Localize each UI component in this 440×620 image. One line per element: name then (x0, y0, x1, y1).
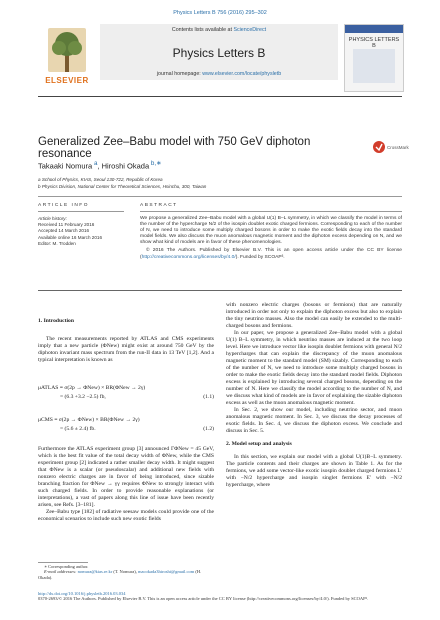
abstract-rule (140, 211, 402, 212)
eq1-line-b (60, 394, 214, 400)
journal-cover (344, 24, 404, 92)
masthead-divider (38, 96, 402, 97)
author-1-affil[interactable]: a (92, 160, 98, 167)
frontmatter-divider (38, 290, 402, 291)
copyright-text: © 2016 The Authors. Published by Elsevier B.V. This is an open access article under the CC BY license ( (140, 248, 402, 260)
elsevier-logo (38, 24, 96, 90)
affiliation-b: b Physics Division, National Center for Theoretical Sciences, Hsinchu, 300, Taiwan (38, 184, 207, 189)
article-title: Generalized Zee–Babu model with 750 GeV diphoton resonance (38, 136, 311, 160)
section-1-heading: 1. Introduction (38, 318, 74, 324)
page-footer (38, 591, 402, 602)
author-1: Takaaki Nomura (38, 161, 93, 171)
intro-paragraph-1: The recent measurements reported by ATLAS and CMS experiments imply that a new particle (ΦNew) might exist at around 750 GeV by the diphoton invariant mass spectrum from the run-II data in 13 TeV [1,2]. And a typical interpretation is known as (38, 336, 214, 363)
doi-link[interactable]: http://dx.doi.org/10.1016/j.physletb.2016.03.034 (38, 591, 126, 596)
footnote-emails (38, 569, 214, 580)
tree-icon (48, 28, 86, 72)
history-online: Available online 16 March 2016 (38, 234, 103, 240)
contents-prefix: Contents lists available at (171, 27, 232, 33)
equation-1-2 (38, 417, 214, 432)
eq2-value: = (5.6 ± 2.4) fb. (60, 426, 96, 432)
crossmark-button[interactable] (372, 140, 409, 154)
eq2-line-a: μCMS ≡ σ(2p → ΦNew) × BR(ΦNew → 2γ) (38, 417, 140, 423)
right-paragraph-4: In this section, we explain our model with a global U(1)B−L symmetry. The particle contents and their charges are shown in Table 1. As for the fermions, we add some vector-like exotic isospin doublet charged fermions L′ with −N/2 hypercharge and isospin singlet fermions E′ with −N/2 hypercharge, where (226, 454, 402, 488)
abstract-text: We propose a generalized Zee–Babu model with a global U(1) B–L symmetry, in which we classify the model in terms of the number of the hypercharge N/2 of the isospin doublet exotic charged fermions. Corresponding to each of the number of N, we need to introduce some multiply charged bosons in order to make the exotic fields decay into the standard model fields. We also discuss the muon anomalous magnetic moment and the diphoton excess depending on N, and we show what kind of models are in favor of these phenomenologies. (140, 216, 402, 246)
email-2-owner: (H. Okada). (38, 569, 202, 580)
author-2-affil[interactable]: b,∗ (149, 160, 162, 167)
footnote-rule (38, 562, 88, 563)
article-info-rule (38, 211, 124, 212)
eq1-line-a: μATLAS ≡ σ(2p → ΦNew) × BR(ΦNew → 2γ) (38, 385, 146, 391)
abstract-copyright (140, 248, 402, 260)
footnote (38, 564, 214, 580)
crossmark-label: CrossMark (387, 145, 409, 150)
author-2: Hiroshi Okada (101, 161, 150, 171)
abstract-body (140, 216, 402, 261)
history-editor: Editor: M. Trodden (38, 240, 76, 246)
equation-1-1 (38, 385, 214, 400)
history-received: Received 11 February 2016 (38, 222, 95, 228)
email-1-owner: (T. Nomura), (112, 569, 139, 575)
journal-masthead (38, 24, 402, 94)
cover-title: PHYSICS LETTERS B (348, 37, 400, 49)
email-label: E-mail addresses: (44, 569, 77, 575)
article-history (38, 216, 124, 247)
email-2-link[interactable]: macokada3hiroshi@gmail.com (138, 569, 195, 575)
eq1-value: = (6.3 +3.2 −2.5) fb, (60, 394, 106, 400)
affiliation-divider (38, 196, 402, 197)
article-info-label: ARTICLE INFO (38, 203, 89, 208)
history-accepted: Accepted 14 March 2016 (38, 228, 90, 234)
left-column (38, 318, 214, 364)
right-paragraph-1: with nonzero electric charges (bosons or fermions) that are naturally introduced in order not only to explain the diphoton excess but also to explain the tiny neutrino masses. Also the model can easily be extended to the multi-charged bosons and fermions. (226, 302, 402, 329)
section-2-heading: 2. Model setup and analysis (226, 441, 292, 447)
abstract-label: ABSTRACT (140, 203, 178, 208)
right-column (226, 302, 402, 489)
journal-title: Physics Letters B (172, 46, 266, 60)
copyright-end: ). Funded by SCOAP³. (235, 254, 285, 260)
author-separator: , (97, 161, 102, 171)
license-link[interactable]: http://creativecommons.org/licenses/by/4.0/ (141, 254, 236, 260)
eq2-number: (1.2) (203, 426, 214, 432)
intro-paragraph-2: Furthermore the ATLAS experiment group [3] announced ΓΦNew = 45 GeV, which is the best fit value of the total decay width of ΦNew, while the CMS experiment group [2] indicated a rather smaller decay width. It might suggest that ΦNew is a scalar (or pseudoscalar) and additional new fields with nonzero electric charges are in favor of being introduced, since sizable branching fraction for ΦNew → γγ requires ΦNew to strongly interact with such charged fields. In order to provide reasonable explanations (or interpretations), a vast of papers along this line of issue have been recently arisen, see Refs. [3–181]. (38, 446, 214, 508)
left-column-cont (38, 446, 214, 523)
journal-reference[interactable]: Physics Letters B 756 (2016) 295–302 (173, 10, 267, 16)
cover-image (353, 49, 395, 83)
affiliation-a: a School of Physics, KIAS, Seoul 130-722, Republic of Korea (38, 177, 163, 182)
eq2-line-b (60, 426, 214, 432)
right-paragraph-2: In our paper, we propose a generalized Zee–Babu model with a global U(1) B–L symmetry, in which neutrino masses are induced at the two loop level. Here we introduce vector like isospin doublet fermions with general N/2 hypercharges that can explain the discrepancy of the muon anomalous magnetic moment to the standard model (SM) sizably. Corresponding to each of the number of N, we need to introduce some multiply charged bosons in order to make the exotic fields decay into the standard model fields. Diphoton excess is explained by introducing several charged bosons, depending on the number of N. Here we classify the model according to the number of N, and we discuss what kind of models are in favor of explaining the sizable diphoton excess as well as the muon anomalous magnetic moment. (226, 330, 403, 406)
right-paragraph-3: In Sec. 2, we show our model, including neutrino sector, and muon anomalous magnetic moment. In Sec. 3, we discuss the decay processes of exotic fields. In Sec. 4, we discuss the diphoton excess. We conclude and discuss in Sec. 5. (226, 407, 402, 434)
cover-stripe (345, 25, 403, 33)
history-heading: Article history: (38, 216, 67, 221)
crossmark-icon (372, 140, 409, 154)
footnote-corresponding: ∗ Corresponding author. (44, 564, 89, 569)
author-list (38, 160, 398, 171)
homepage-prefix: journal homepage: (156, 71, 201, 77)
sciencedirect-link[interactable]: ScienceDirect (233, 27, 267, 33)
contents-line (100, 27, 338, 33)
email-1-link[interactable]: nomura@kias.re.kr (77, 569, 113, 575)
journal-homepage (100, 71, 338, 77)
license-footer: 0370-2693/© 2016 The Authors. Published by Elsevier B.V. This is an open access article under the CC BY license (http://creativecommons.org/licenses/by/4.0/). Funded by SCOAP³. (38, 596, 369, 602)
homepage-link[interactable]: www.elsevier.com/locate/physletb (202, 71, 282, 77)
intro-paragraph-3: Zee–Babu type [182] of radiative seesaw models could provide one of the economical scenarios to include such new exotic fields (38, 509, 214, 522)
publisher-name: ELSEVIER (45, 76, 89, 85)
eq1-number: (1.1) (203, 394, 214, 400)
